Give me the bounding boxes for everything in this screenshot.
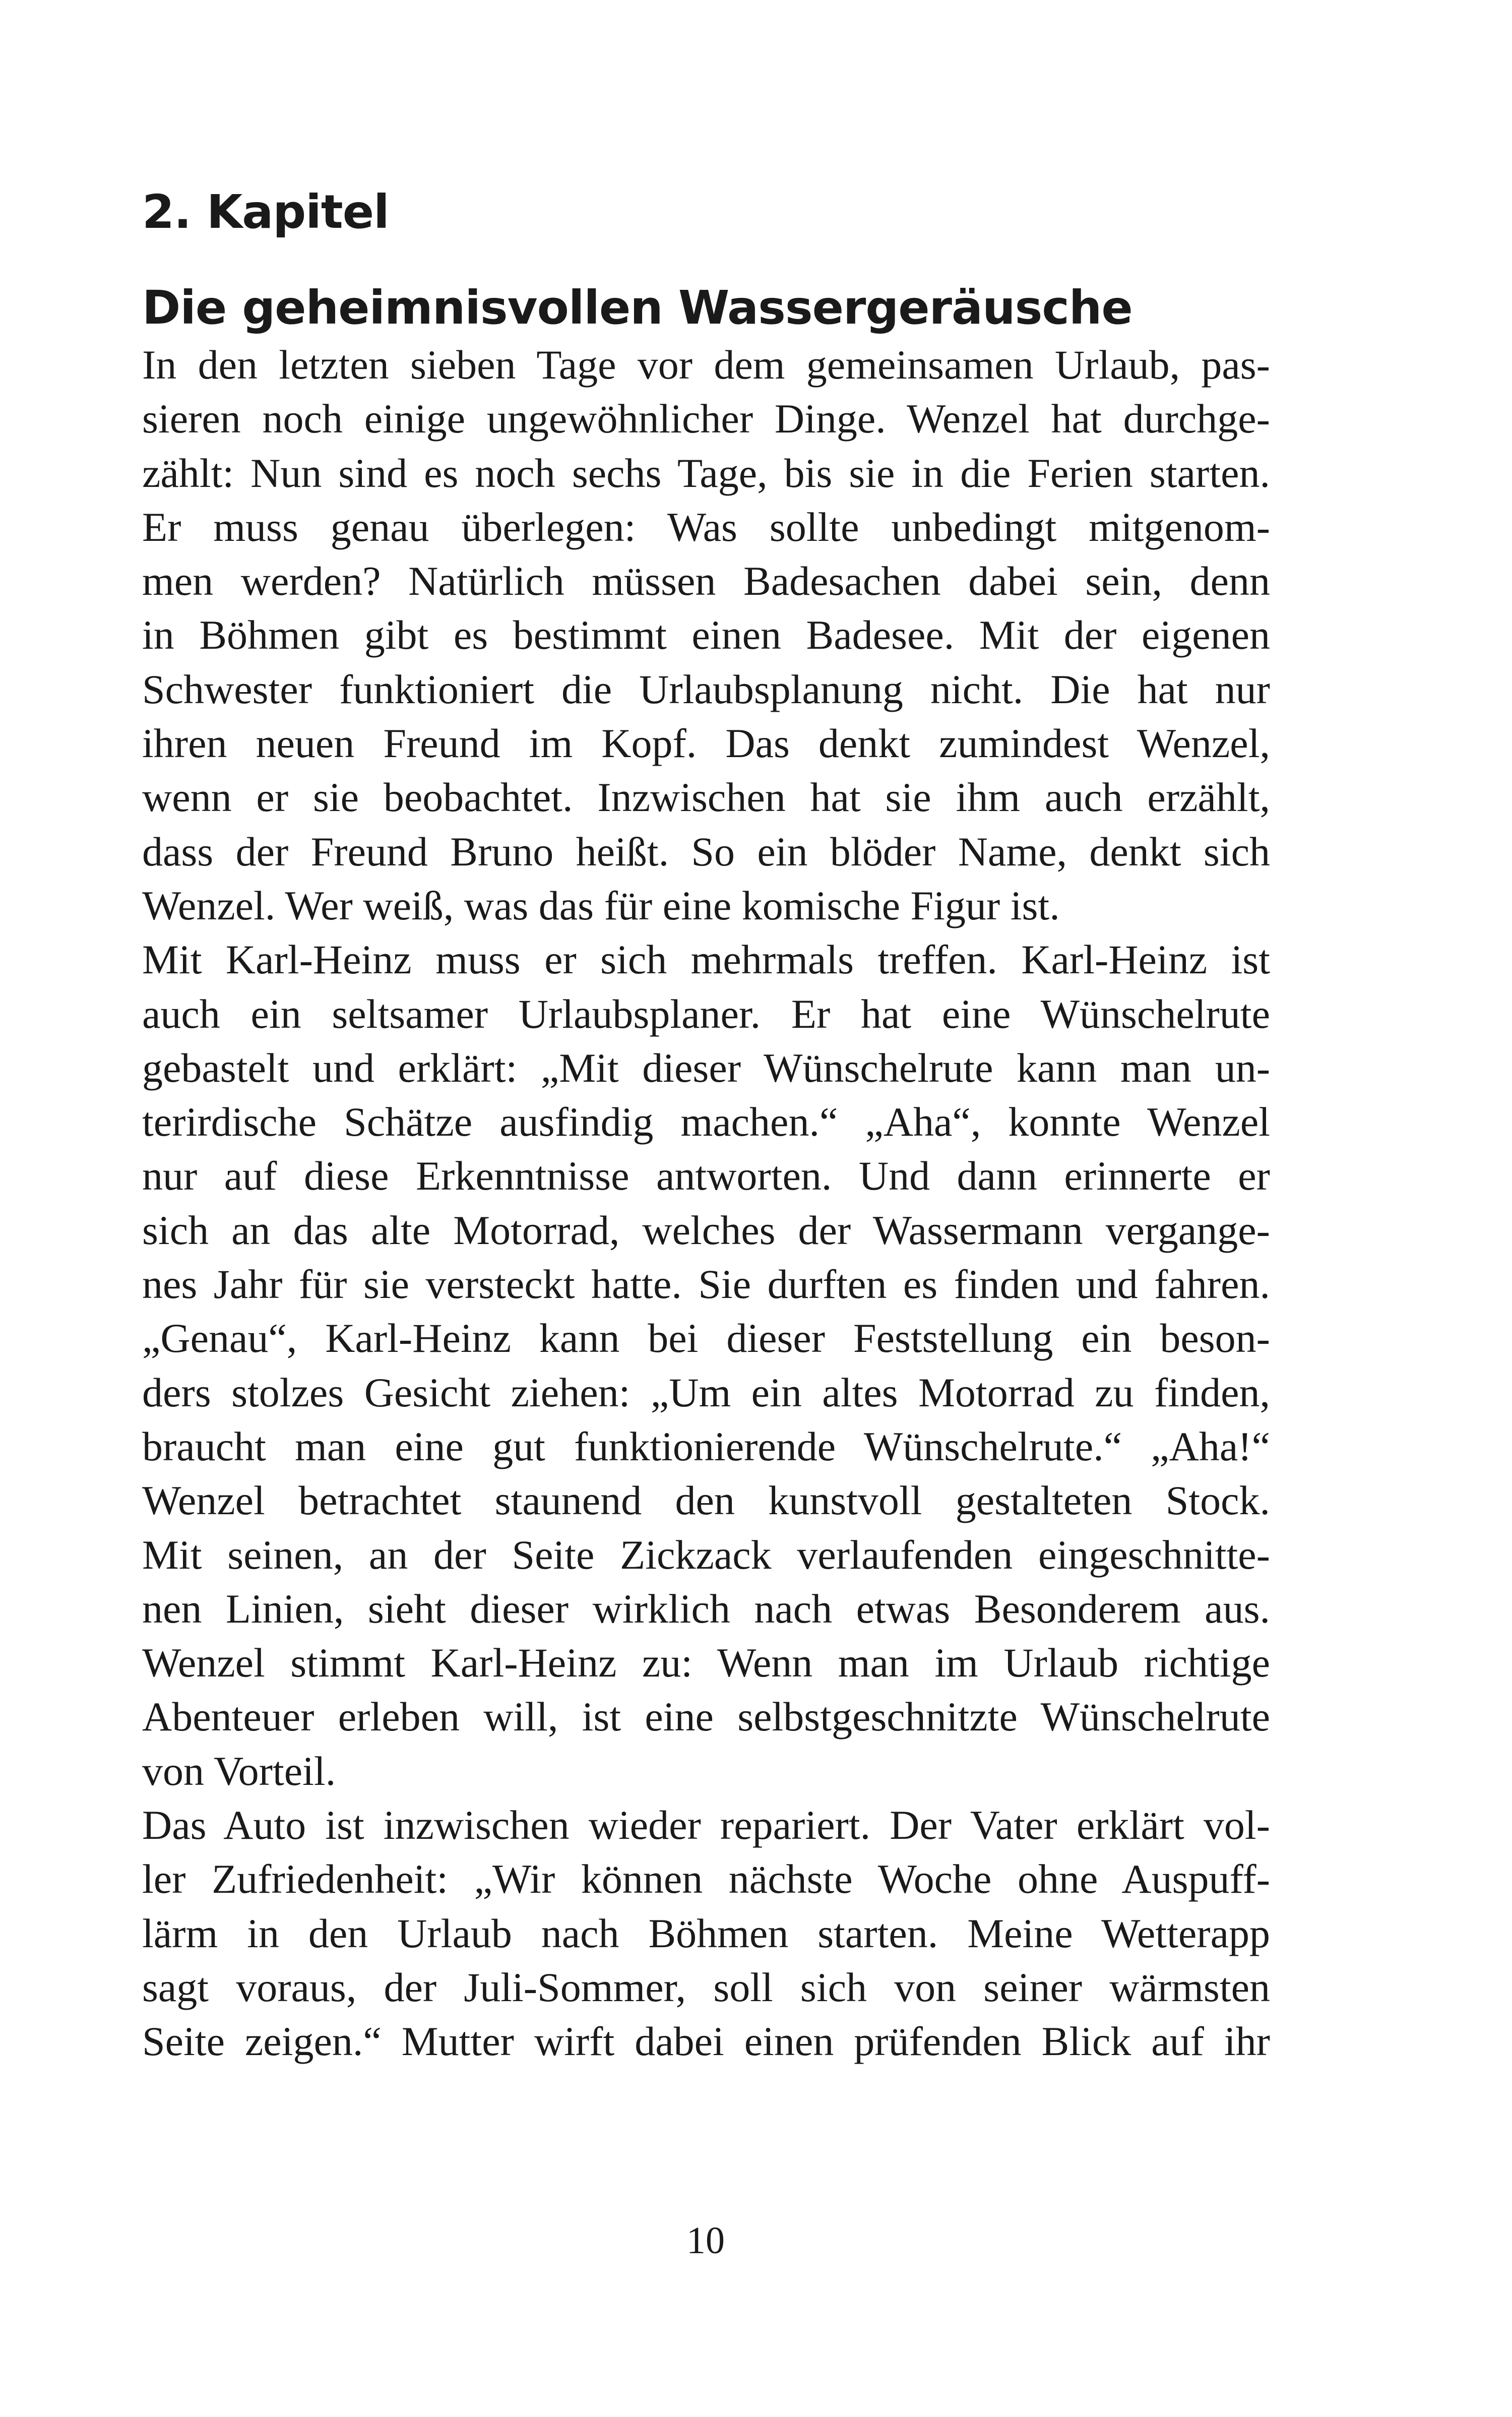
text-line: lärm in den Urlaub nach Böhmen starten. Meine Wetterapp [142, 1910, 1270, 1956]
chapter-title: Die geheimnisvollen Wassergeräusche [142, 281, 1132, 335]
text-line: Schwester funktioniert die Urlaubsplanung nicht. Die hat nur [142, 666, 1270, 712]
text-line: Wenzel stimmt Karl-Heinz zu: Wenn man im Urlaub richtige [142, 1640, 1270, 1686]
text-line: men werden? Natürlich müssen Badesachen dabei sein, denn [142, 558, 1270, 604]
text-line: Wenzel. Wer weiß, was das für eine komische Figur ist. [142, 882, 1060, 928]
text-line: braucht man eine gut funktionierende Wünschelrute.“ „Aha!“ [142, 1423, 1270, 1469]
text-line: ders stolzes Gesicht ziehen: „Um ein altes Motorrad zu finden, [142, 1369, 1270, 1415]
text-line: dass der Freund Bruno heißt. So ein blöder Name, denkt sich [142, 828, 1270, 875]
text-line: zählt: Nun sind es noch sechs Tage, bis sie in die Ferien starten. [142, 450, 1270, 496]
text-line: Abenteuer erleben will, ist eine selbstgeschnitzte Wünschelrute [142, 1694, 1270, 1740]
text-line: ihren neuen Freund im Kopf. Das denkt zumindest Wenzel, [142, 720, 1270, 767]
text-line: Das Auto ist inzwischen wieder repariert. Der Vater erklärt vol- [142, 1802, 1270, 1848]
text-line: Seite zeigen.“ Mutter wirft dabei einen prüfenden Blick auf ihr [142, 2018, 1270, 2065]
text-line: „Genau“, Karl-Heinz kann bei dieser Feststellung ein beson- [142, 1315, 1270, 1361]
text-line: sagt voraus, der Juli-Sommer, soll sich von seiner wärmsten [142, 1964, 1270, 2010]
text-line: Mit Karl-Heinz muss er sich mehrmals treffen. Karl-Heinz ist [142, 937, 1270, 983]
text-line: von Vorteil. [142, 1748, 336, 1794]
text-line: sieren noch einige ungewöhnlicher Dinge. Wenzel hat durchge- [142, 396, 1270, 442]
body-text [142, 338, 1270, 2069]
text-line: In den letzten sieben Tage vor dem gemeinsamen Urlaub, pas- [142, 342, 1270, 388]
paragraph-3 [142, 1798, 1270, 2068]
text-line: ler Zufriedenheit: „Wir können nächste Woche ohne Auspuff- [142, 1856, 1270, 1902]
text-line: gebastelt und erklärt: „Mit dieser Wünschelrute kann man un- [142, 1044, 1270, 1091]
text-line: Er muss genau überlegen: Was sollte unbedingt mitgenom- [142, 504, 1270, 550]
text-line: Mit seinen, an der Seite Zickzack verlaufenden eingeschnitte- [142, 1531, 1270, 1578]
text-line: in Böhmen gibt es bestimmt einen Badesee. Mit der eigenen [142, 612, 1270, 658]
text-line: nes Jahr für sie versteckt hatte. Sie durften es finden und fahren. [142, 1261, 1270, 1308]
text-line: auch ein seltsamer Urlaubsplaner. Er hat eine Wünschelrute [142, 990, 1270, 1037]
text-line: nen Linien, sieht dieser wirklich nach etwas Besonderem aus. [142, 1585, 1270, 1632]
text-line: sich an das alte Motorrad, welches der Wassermann vergange- [142, 1207, 1270, 1253]
text-line: nur auf diese Erkenntnisse antworten. Und dann erinnerte er [142, 1153, 1270, 1199]
chapter-number: 2. Kapitel [142, 185, 389, 239]
text-line: Wenzel betrachtet staunend den kunstvoll gestalteten Stock. [142, 1477, 1270, 1524]
chapter-heading [142, 164, 1301, 356]
page-number: 10 [686, 2219, 725, 2262]
text-line: terirdische Schätze ausfindig machen.“ „Aha“, konnte Wenzel [142, 1099, 1270, 1145]
paragraph-1 [142, 338, 1270, 933]
paragraph-2 [142, 933, 1270, 1798]
text-line: wenn er sie beobachtet. Inzwischen hat sie ihm auch erzählt, [142, 774, 1270, 821]
